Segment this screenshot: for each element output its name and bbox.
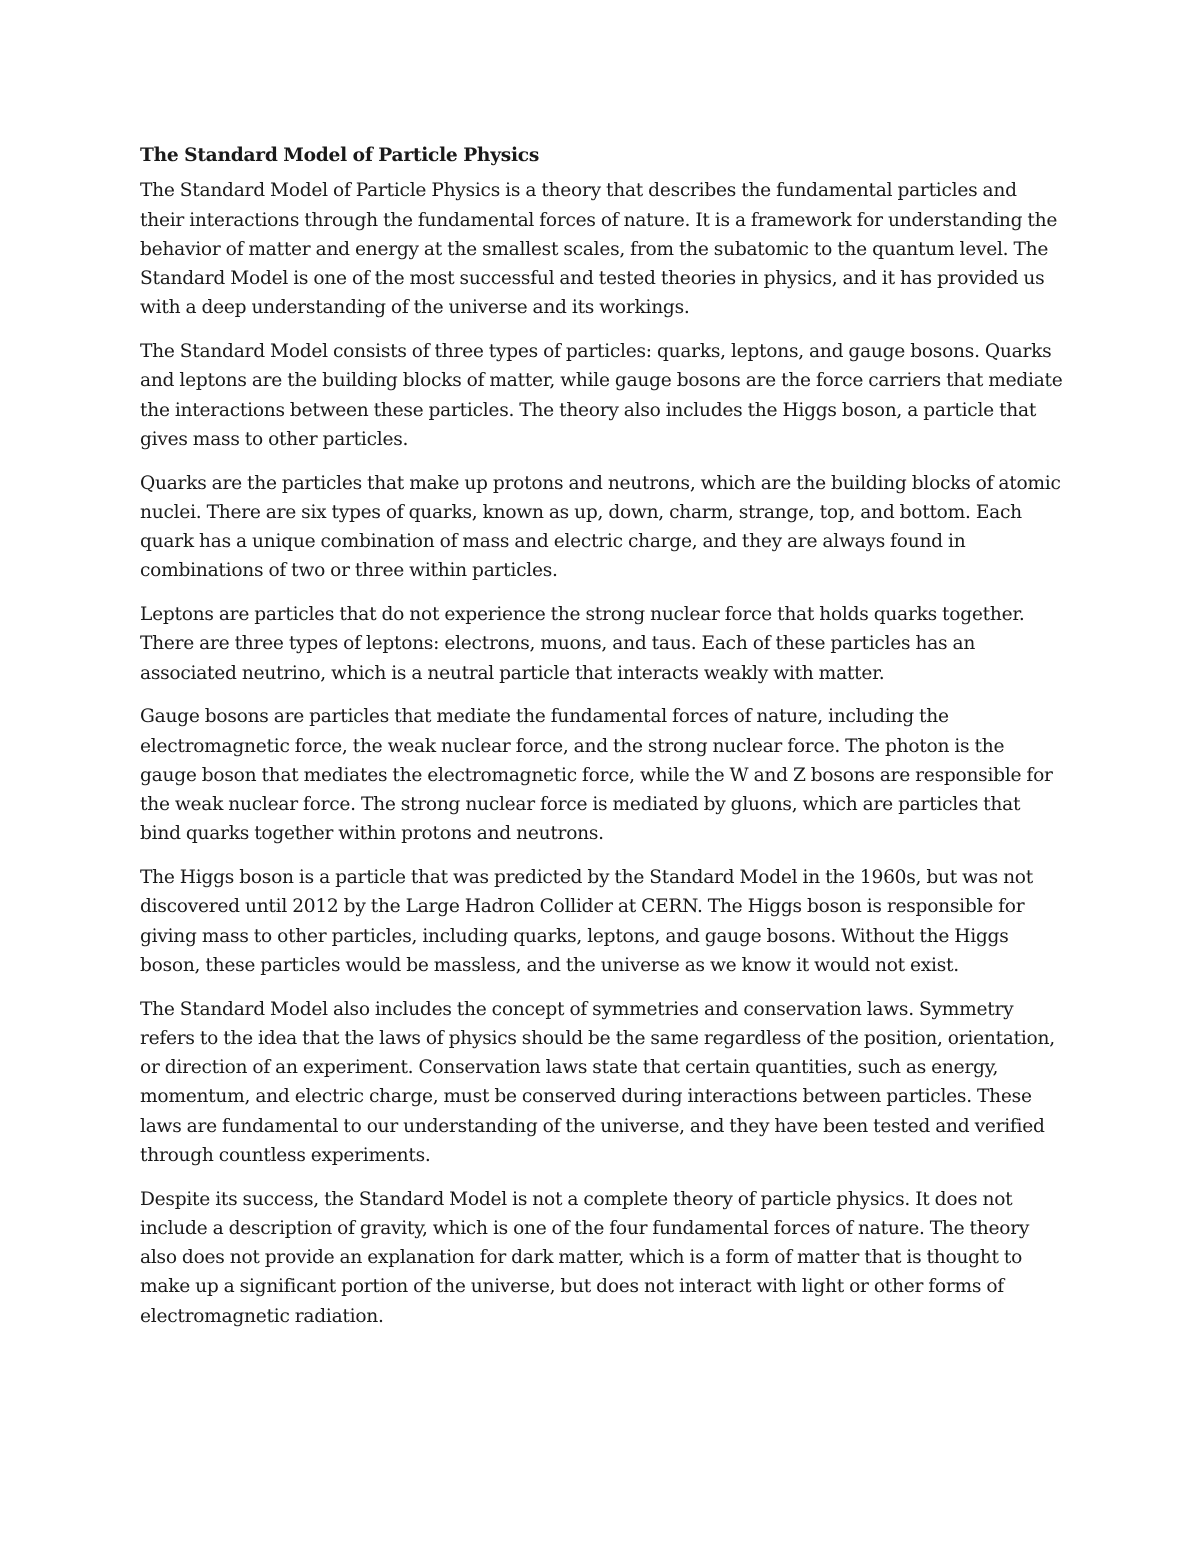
paragraph-leptons: Leptons are particles that do not experience the strong nuclear force that holds quarks together. There are three types of leptons: electrons, muons, and taus. Each of these particles has an associated neutrino, which is a neutral particle that interacts weakly with matter. [140, 604, 1025, 684]
paragraph-symmetries: The Standard Model also includes the concept of symmetries and conservation laws. Symmetry refers to the idea that the laws of physics should be the same regardless of the position, orientation, or direction of an experiment. Conservation laws state that certain quantities, such as energy, momentum, and electric charge, must be conserved during interactions between particles. These laws are fundamental to our understanding of the universe, and they have been tested and verified through countless experiments. [140, 998, 1055, 1166]
paragraph-higgs-boson: The Higgs boson is a particle that was predicted by the Standard Model in the 1960s, but was not discovered until 2012 by the Large Hadron Collider at CERN. The Higgs boson is responsible for giving mass to other particles, including quarks, leptons, and gauge bosons. Without the Higgs boson, these particles would be massless, and the universe as we know it would not exist. [140, 867, 1033, 976]
paragraph-quarks: Quarks are the particles that make up protons and neutrons, which are the building blocks of atomic nuclei. There are six types of quarks, known as up, down, charm, strange, top, and bottom. Each quark has a unique combination of mass and electric charge, and they are always found in combinations of two or three within particles. [140, 472, 1061, 582]
paragraph-limitations: Despite its success, the Standard Model is not a complete theory of particle physics. It does not include a description of gravity, which is one of the four fundamental forces of nature. The theory also does not provide an explanation for dark matter, which is a form of matter that is thought to make up a significant portion of the universe, but does not interact with light or other forms of electromagnetic radiation. [140, 1188, 1030, 1327]
paragraph-particle-types: The Standard Model consists of three types of particles: quarks, leptons, and gauge bosons. Quarks and leptons are the building blocks of matter, while gauge bosons are the force carriers that mediate the interactions between these particles. The theory also includes the Higgs boson, a particle that gives mass to other particles. [140, 341, 1063, 450]
paragraph-gauge-bosons: Gauge bosons are particles that mediate the fundamental forces of nature, including the electromagnetic force, the weak nuclear force, and the strong nuclear force. The photon is the gauge boson that mediates the electromagnetic force, while the W and Z bosons are responsible for the weak nuclear force. The strong nuclear force is mediated by gluons, which are particles that bind quarks together within protons and neutrons. [140, 706, 1053, 845]
paragraph-intro: The Standard Model of Particle Physics is a theory that describes the fundamental particles and their interactions through the fundamental forces of nature. It is a framework for understanding the behavior of matter and energy at the smallest scales, from the subatomic to the quantum level. The Standard Model is one of the most successful and tested theories in physics, and it has provided us with a deep understanding of the universe and its workings. [140, 180, 1058, 319]
document-title: The Standard Model of Particle Physics [140, 145, 540, 166]
document-body [140, 141, 1065, 1345]
